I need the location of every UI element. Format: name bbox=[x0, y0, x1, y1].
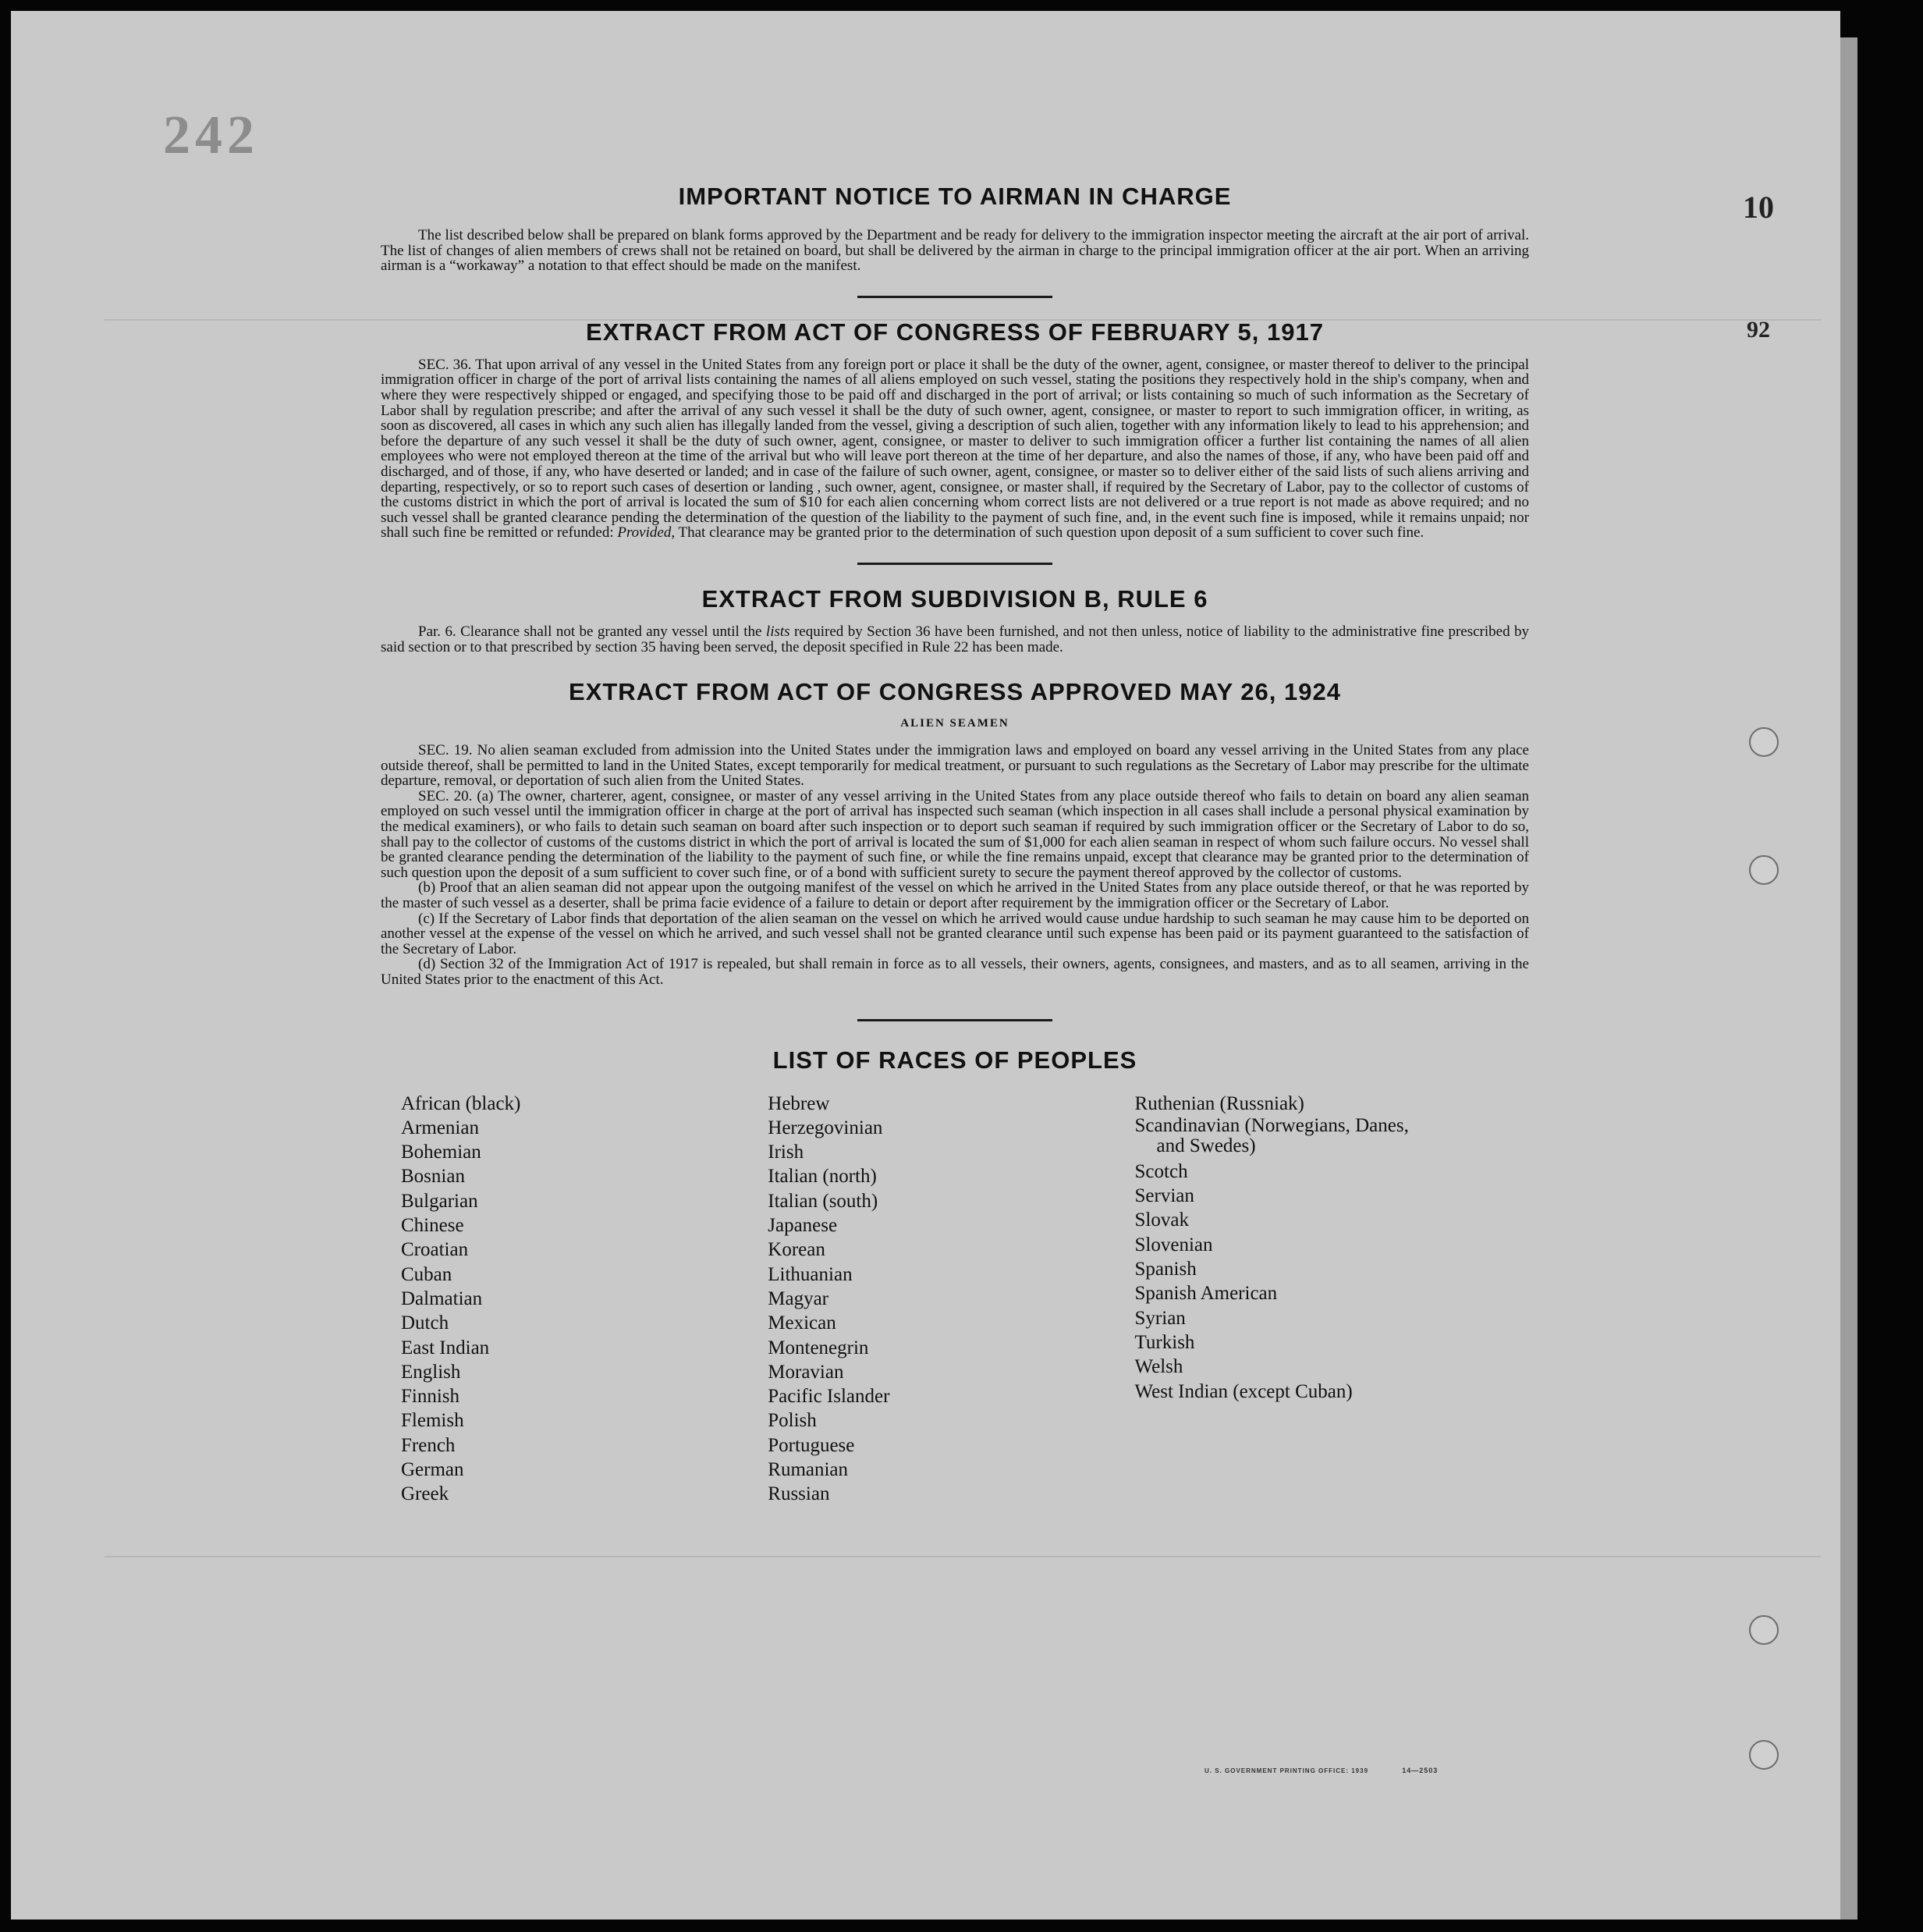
race-item: Dalmatian bbox=[401, 1287, 483, 1309]
race-item: Hebrew bbox=[768, 1092, 830, 1114]
rule6-title: EXTRACT FROM SUBDIVISION B, RULE 6 bbox=[701, 584, 1208, 613]
bleed-through-rule bbox=[105, 1556, 1821, 1557]
margin-mark: 92 bbox=[1747, 317, 1770, 343]
race-item: Croatian bbox=[401, 1239, 469, 1261]
document-body bbox=[378, 183, 1532, 1507]
race-item: Bulgarian bbox=[401, 1190, 478, 1212]
race-item: Spanish bbox=[1134, 1259, 1197, 1280]
sheet-edge bbox=[1840, 37, 1857, 1920]
rule6-par6 bbox=[378, 624, 1532, 655]
punch-hole bbox=[1749, 1615, 1779, 1645]
punch-hole bbox=[1749, 727, 1779, 757]
race-item: Bohemian bbox=[401, 1142, 481, 1163]
races-list bbox=[378, 1092, 1532, 1507]
race-item: Mexican bbox=[768, 1312, 836, 1334]
act-1924-title: EXTRACT FROM ACT OF CONGRESS APPROVED MAY 26, 1924 bbox=[569, 678, 1341, 706]
race-item: Flemish bbox=[401, 1410, 464, 1432]
printer-footer bbox=[1205, 1767, 1438, 1774]
race-item: African (black) bbox=[401, 1092, 521, 1114]
proviso-word: Provided, bbox=[617, 524, 676, 542]
act-1924-sec20d: (d) Section 32 of the Immigration Act of 1917 is repealed, but shall remain in force as to all vessels, their owners, agents, consignees, and masters, and as to all seamen, arriving in the United States prior to the enactment of this Act. bbox=[381, 956, 1529, 988]
act-1924-sec20b: (b) Proof that an alien seaman did not appear upon the outgoing manifest of the vessel on which he arrived in the United States from any place outside thereof, or that he was reported by the master of such vessel as a deserter, shall be prima facie evidence of a failure to detain or deport after requirement by the immigration officer or the Secretary of Labor. bbox=[381, 879, 1529, 912]
race-item: Syrian bbox=[1134, 1307, 1186, 1329]
form-number: 14—2503 bbox=[1402, 1767, 1439, 1774]
race-item: Russian bbox=[768, 1483, 830, 1505]
race-item: Slovenian bbox=[1134, 1234, 1213, 1255]
race-item: Polish bbox=[768, 1410, 817, 1432]
race-item: Chinese bbox=[401, 1215, 464, 1237]
punch-hole bbox=[1749, 1740, 1779, 1770]
race-item: Magyar bbox=[768, 1287, 829, 1309]
race-item: Spanish American bbox=[1134, 1283, 1278, 1305]
race-item: Servian bbox=[1134, 1185, 1194, 1207]
act-1924-sec20c: (c) If the Secretary of Labor finds that deportation of the alien seaman on the vessel on which he arrived would cause undue hardship to such seaman he may cause him to be deported on another vessel at the expense of the vessel on which he arrived, and such vessel shall not be granted clearance until such expense has been paid or its payment guaranteed to the satisfaction of the Secretary of Labor. bbox=[381, 910, 1529, 957]
race-item bbox=[1135, 1116, 1532, 1156]
race-item: Portuguese bbox=[768, 1434, 855, 1456]
race-item: Italian (north) bbox=[768, 1166, 877, 1188]
race-item: Japanese bbox=[768, 1215, 838, 1237]
punch-hole bbox=[1749, 855, 1779, 885]
race-item: English bbox=[401, 1361, 461, 1383]
rule6-text-b: required by Section 36 have been furnished, and not then unless, notice of liability to the administrative fine prescribed by said section or to that prescribed by section 35 having been served, the deposit specified in Rule 22 has been made. bbox=[381, 623, 1530, 655]
section-divider bbox=[857, 1019, 1052, 1021]
races-column-3 bbox=[1135, 1092, 1532, 1507]
race-item-line: Scandinavian (Norwegians, Danes, bbox=[1134, 1114, 1409, 1136]
race-item: Korean bbox=[768, 1239, 825, 1261]
race-item: Pacific Islander bbox=[768, 1386, 890, 1408]
race-item: Dutch bbox=[401, 1312, 449, 1334]
section-divider bbox=[857, 563, 1052, 565]
act-1924-sec20a: SEC. 20. (a) The owner, charterer, agent, consignee, or master of any vessel arriving in the United States from any place outside thereof who fails to detain on board any alien seaman employed on such vessel until the immigration officer in charge at the port of arrival has inspected such seaman (which inspection in all cases shall include a personal physical examination by the medical examiners), or who fails to detain such seaman on board after such inspection or to deport such seaman if required by such immigration officer or the Secretary of Labor to do so, shall pay to the collector of customs of the customs district in which the port of arrival is located the sum of $1,000 for each alien seaman in respect of whom such failure occurs. No vessel shall be granted clearance pending the determination of the liability to the payment of such fine, or while the fine remains unpaid, except that clearance may be granted prior to the determination of such question upon the deposit of a sum sufficient to cover such fine, or of a bond with sufficient surety to secure the payment thereof approved by the collector of customs. bbox=[381, 787, 1529, 881]
race-item: Ruthenian (Russniak) bbox=[1134, 1092, 1304, 1114]
race-item: Rumanian bbox=[768, 1459, 849, 1481]
race-item-line: and Swedes) bbox=[1156, 1135, 1256, 1156]
sec36-text: SEC. 36. That upon arrival of any vessel in the United States from any foreign port or place it shall be the duty of the owner, agent, consignee, or master thereof to deliver to the principal immigration officer in charge of the port of arrival lists containing the names of all aliens employed on such vessel, stating the positions they respectively hold in the ship's company, when and where they were respectively shipped or engaged, and specifying those to be paid off and discharged in the port of arrival; or lists containing so much of such information as the Secretary of Labor shall by regulation prescribe; and after the arrival of any such vessel it shall be the duty of such owner, agent, consignee, or master to report to such immigration officer, in writing, as soon as discovered, all cases in which any such alien has illegally landed from the vessel, giving a description of such alien, together with any information likely to lead to his apprehension; and before the departure of any such vessel it shall be the duty of such owner, agent, consignee, or master to deliver to such immigration officer a further list containing the names of all alien employees who were not employed thereon at the time of the arrival but who will leave port thereon at the time of her departure, and also the names of those, if any, who have been paid off and discharged, and of those, if any, who have deserted or landed; and in case of the failure of such owner, agent, consignee, or master so to deliver either of the said lists of such aliens arriving and departing, respectively, or so to report such cases of desertion or landing , such owner, agent, consignee, or master shall, if required by the Secretary of Labor, pay to the collector of customs of the customs district in which the port of arrival is located the sum of $10 for each alien concerning whom correct lists are not delivered or a true report is not made as above required; and no such vessel shall be granted clearance pending the determination of the question of the liability to the payment of such fine, and, in the event such fine is imposed, while it remains unpaid; nor shall such fine be remitted or refunded: bbox=[381, 356, 1529, 542]
alien-seamen-subhead: ALIEN SEAMEN bbox=[900, 717, 1009, 730]
proviso-text: That clearance may be granted prior to the determination of such question upon deposit of a sum sufficient to cover such fine. bbox=[678, 524, 1425, 542]
document-sheet bbox=[11, 11, 1840, 1920]
race-item: Finnish bbox=[401, 1386, 460, 1408]
race-item: Montenegrin bbox=[768, 1337, 869, 1358]
act-1917-sec36 bbox=[378, 357, 1532, 541]
act-1924-sec19: SEC. 19. No alien seaman excluded from admission into the United States under the immigration laws and employed on board any vessel arriving in the United States from any place outside thereof, shall be permitted to land in the United States, except temporarily for medical treatment, or pursuant to such regulations as the Secretary of Labor may prescribe for the ultimate departure, removal, or deportation of such alien from the United States. bbox=[381, 742, 1529, 790]
race-item: Slovak bbox=[1134, 1209, 1189, 1231]
section-divider bbox=[857, 296, 1052, 298]
race-item: Scotch bbox=[1134, 1160, 1188, 1182]
race-item: French bbox=[401, 1434, 456, 1456]
race-item: East Indian bbox=[401, 1337, 490, 1358]
race-item: Moravian bbox=[768, 1361, 844, 1383]
race-item: Bosnian bbox=[401, 1166, 465, 1188]
race-item: Cuban bbox=[401, 1263, 452, 1285]
race-item: Lithuanian bbox=[768, 1263, 853, 1285]
race-item: West Indian (except Cuban) bbox=[1134, 1380, 1353, 1402]
page-number: 242 bbox=[163, 105, 259, 165]
notice-title: IMPORTANT NOTICE TO AIRMAN IN CHARGE bbox=[678, 183, 1232, 210]
races-column-1 bbox=[401, 1092, 768, 1507]
race-item: Welsh bbox=[1134, 1356, 1183, 1378]
race-item: Irish bbox=[768, 1142, 804, 1163]
races-column-2 bbox=[768, 1092, 1134, 1507]
rule6-text-a: Par. 6. Clearance shall not be granted any vessel until the bbox=[418, 623, 762, 640]
race-item: Turkish bbox=[1134, 1331, 1195, 1353]
printer-imprint: U. S. GOVERNMENT PRINTING OFFICE: 1939 bbox=[1205, 1767, 1369, 1774]
margin-mark: 10 bbox=[1743, 190, 1774, 225]
notice-text: The list described below shall be prepared on blank forms approved by the Department and be ready for delivery to the immigration inspector meeting the aircraft at the air port of arrival. The list of changes of alien members of crews shall not be retained on board, but shall be delivered by the airman in charge to the principal immigration officer at the air port. When an arriving airman is a “workaway” a notation to that effect should be made on the manifest. bbox=[381, 227, 1529, 275]
act-1917-title: EXTRACT FROM ACT OF CONGRESS OF FEBRUARY 5, 1917 bbox=[586, 318, 1324, 346]
race-item: Armenian bbox=[401, 1117, 479, 1138]
race-item: Italian (south) bbox=[768, 1190, 878, 1212]
race-item: German bbox=[401, 1459, 464, 1481]
races-title: LIST OF RACES OF PEOPLES bbox=[772, 1046, 1137, 1074]
race-item: Herzegovinian bbox=[768, 1117, 883, 1138]
race-item: Greek bbox=[401, 1483, 449, 1505]
lists-word: lists bbox=[765, 623, 790, 640]
